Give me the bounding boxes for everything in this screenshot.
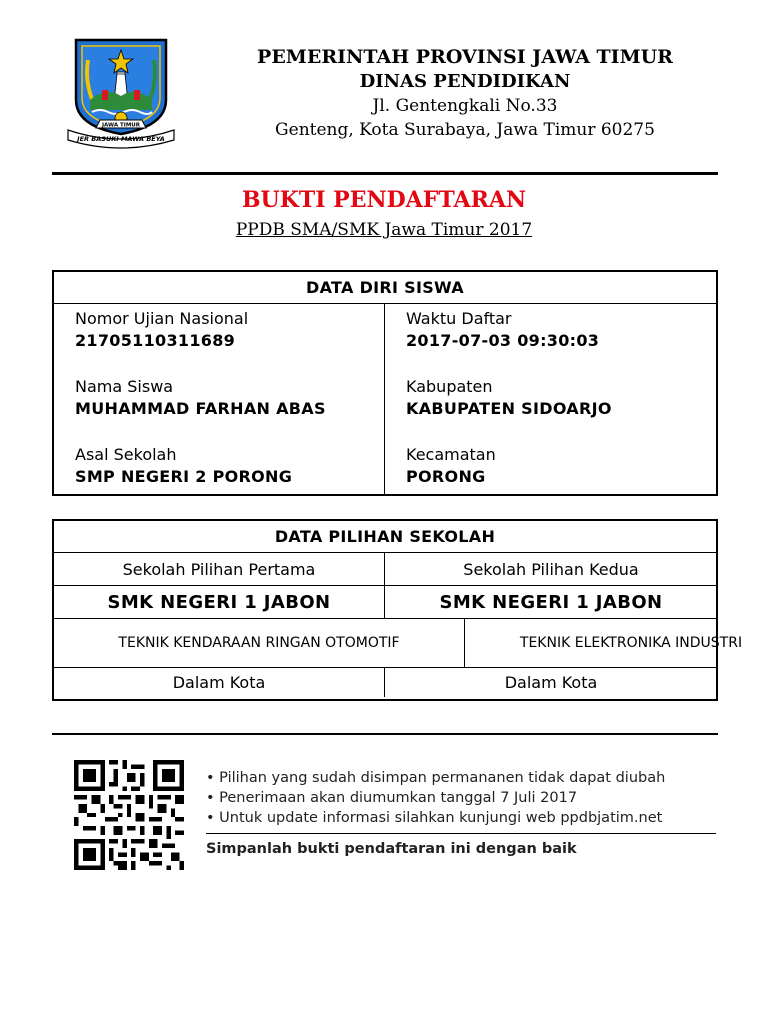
student-name-field	[75, 376, 326, 420]
second-choice-label: Sekolah Pilihan Kedua	[463, 559, 639, 579]
second-choice-school: SMK NEGERI 1 JABON	[439, 591, 663, 613]
district-label: Kecamatan	[406, 445, 496, 464]
notes-list	[206, 768, 726, 828]
letterhead	[200, 44, 730, 142]
first-choice-zone: Dalam Kota	[54, 668, 385, 697]
government-name: PEMERINTAH PROVINSI JAWA TIMUR	[257, 46, 673, 68]
school-choice-heading: DATA PILIHAN SEKOLAH	[54, 521, 716, 553]
registration-time-field	[406, 308, 599, 352]
east-java-coat-of-arms-logo	[62, 30, 180, 150]
qr-code-icon	[70, 760, 188, 870]
regency-field	[406, 376, 612, 420]
address-street: Jl. Gentengkali No.33	[372, 96, 558, 116]
first-choice-program: TEKNIK KENDARAAN RINGAN OTOMOTIF	[54, 619, 465, 667]
first-choice-label: Sekolah Pilihan Pertama	[54, 553, 385, 585]
student-data-box	[52, 270, 718, 496]
logo-banner-top: JAWA TIMUR	[101, 122, 141, 129]
second-choice-zone: Dalam Kota	[504, 673, 598, 692]
exam-number-label: Nomor Ujian Nasional	[75, 309, 249, 328]
notes-divider	[206, 833, 716, 834]
note-item: • Penerimaan akan diumumkan tanggal 7 Juli 2017	[206, 790, 578, 806]
student-name-value: MUHAMMAD FARHAN ABAS	[75, 399, 326, 418]
regency-label: Kabupaten	[406, 377, 493, 396]
registration-time-value: 2017-07-03 09:30:03	[406, 331, 600, 350]
student-name-label: Nama Siswa	[75, 377, 174, 396]
school-choice-label-row	[54, 553, 716, 586]
zone-row	[54, 668, 716, 697]
first-choice-school: SMK NEGERI 1 JABON	[54, 586, 385, 618]
document-title: BUKTI PENDAFTARAN	[241, 187, 527, 213]
keep-receipt-note: Simpanlah bukti pendaftaran ini dengan baik	[206, 841, 577, 857]
origin-school-field	[75, 444, 292, 488]
district-field	[406, 444, 496, 488]
note-item: • Pilihan yang sudah disimpan permananen tidak dapat diubah	[206, 770, 666, 786]
address-city: Genteng, Kota Surabaya, Jawa Timur 60275	[275, 120, 655, 140]
school-name-row	[54, 586, 716, 619]
exam-number-value: 21705110311689	[75, 331, 236, 350]
student-data-heading: DATA DIRI SISWA	[54, 272, 716, 304]
student-data-right-column	[385, 304, 716, 494]
logo-banner-bottom: JER BASUKI MAWA BEYA	[77, 135, 165, 143]
department-name: DINAS PENDIDIKAN	[359, 71, 571, 92]
second-choice-program: TEKNIK ELEKTRONIKA INDUSTRI	[519, 635, 743, 651]
regency-value: KABUPATEN SIDOARJO	[406, 399, 612, 418]
student-data-left-column	[54, 304, 385, 494]
exam-number-field	[75, 308, 248, 352]
school-choice-table	[52, 519, 743, 701]
origin-school-value: SMP NEGERI 2 PORONG	[75, 467, 293, 486]
document-subtitle	[0, 220, 768, 240]
header-divider	[52, 172, 718, 175]
note-item: • Untuk update informasi silahkan kunjungi web ppdbjatim.net	[206, 810, 663, 826]
footer-divider	[52, 733, 718, 735]
origin-school-label: Asal Sekolah	[75, 445, 177, 464]
registration-time-label: Waktu Daftar	[406, 309, 512, 328]
district-value: PORONG	[406, 467, 486, 486]
program-row	[54, 619, 743, 668]
document-subtitle-text: PPDB SMA/SMK Jawa Timur 2017	[235, 220, 533, 240]
